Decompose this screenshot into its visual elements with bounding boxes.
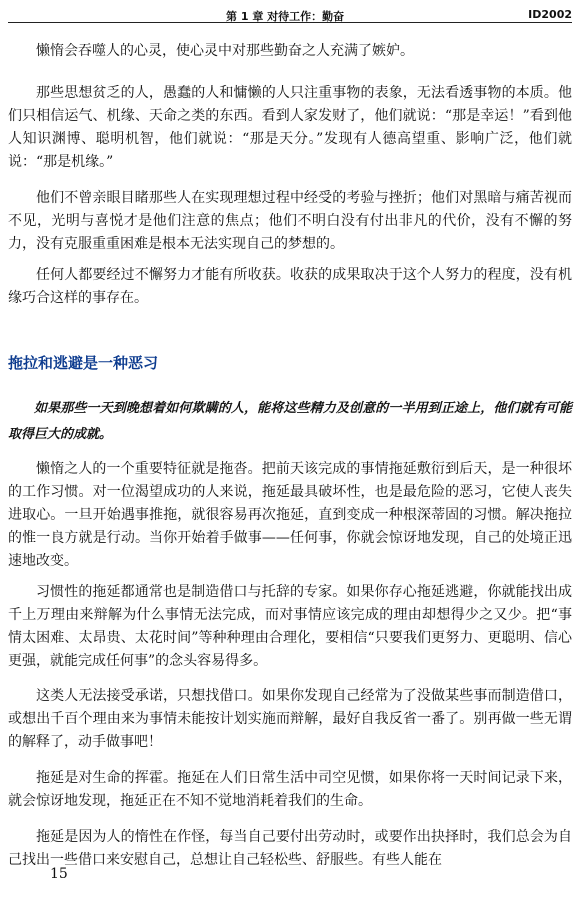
paragraph: 懒惰会吞噬人的心灵，使心灵中对那些勤奋之人充满了嫉妒。	[36, 43, 414, 59]
chapter-title: 第 1 章 对待工作：勤奋	[226, 10, 345, 23]
paragraph: 懒惰之人的一个重要特征就是拖沓。把前天该完成的事情拖延敷衍到后天，是一种很坏的工作习惯。对一位渴望成功的人来说，拖延最具破坏性，也是最危险的恶习，它使人丧失进取心。一旦开始遇事推拖，就很容易再次拖延，直到变成一种根深蒂固的习惯。解决拖拉的惟一良方就是行动。当你开始着手做事——任何事，你就会惊讶地发现，自己的处境正迅速地改变。	[8, 461, 572, 569]
section-heading: 拖拉和逃避是一种恶习	[8, 354, 159, 372]
page-number: 15	[50, 866, 68, 882]
paragraph: 任何人都要经过不懈努力才能有所收获。收获的成果取决于这个人努力的程度，没有机缘巧合这样的事存在。	[8, 267, 572, 306]
document-id: ID2002	[528, 8, 572, 21]
paragraph: 这类人无法接受承诺，只想找借口。如果你发现自己经常为了没做某些事而制造借口，或想出千百个理由来为事情未能按计划实施而辩解，最好自我反省一番了。别再做一些无谓的解释了，动手做事吧！	[8, 688, 572, 750]
page-header	[8, 6, 572, 22]
paragraph: 拖延是因为人的惰性在作怪，每当自己要付出劳动时，或要作出抉择时，我们总会为自己找出一些借口来安慰自己，总想让自己轻松些、舒服些。有些人能在	[8, 829, 572, 868]
paragraph: 那些思想贫乏的人，愚蠢的人和慵懒的人只注重事物的表象，无法看透事物的本质。他们只相信运气、机缘、天命之类的东西。看到人家发财了，他们就说：“那是幸运！”看到他人知识渊博、聪明机智，他们就说：“那是天分。”发现有人德高望重、影响广泛，他们就说：“那是机缘。”	[8, 85, 572, 170]
header-rule	[8, 22, 572, 23]
paragraph: 他们不曾亲眼目睹那些人在实现理想过程中经受的考验与挫折；他们对黑暗与痛苦视而不见，光明与喜悦才是他们注意的焦点；他们不明白没有付出非凡的代价，没有不懈的努力，没有克服重重困难是根本无法实现自己的梦想的。	[8, 190, 572, 252]
paragraph: 习惯性的拖延都通常也是制造借口与托辞的专家。如果你存心拖延逃避，你就能找出成千上万理由来辩解为什么事情无法完成，而对事情应该完成的理由却想得少之又少。把“事情太困难、太昂贵、太花时间”等种种理由合理化，要相信“只要我们更努力、更聪明、信心更强，就能完成任何事”的念头容易得多。	[8, 584, 572, 669]
section-quote: 如果那些一天到晚想着如何欺瞒的人，能将这些精力及创意的一半用到正途上，他们就有可能取得巨大的成就。	[8, 401, 572, 442]
paragraph: 拖延是对生命的挥霍。拖延在人们日常生活中司空见惯，如果你将一天时间记录下来，就会惊讶地发现，拖延正在不知不觉地消耗着我们的生命。	[8, 770, 572, 809]
